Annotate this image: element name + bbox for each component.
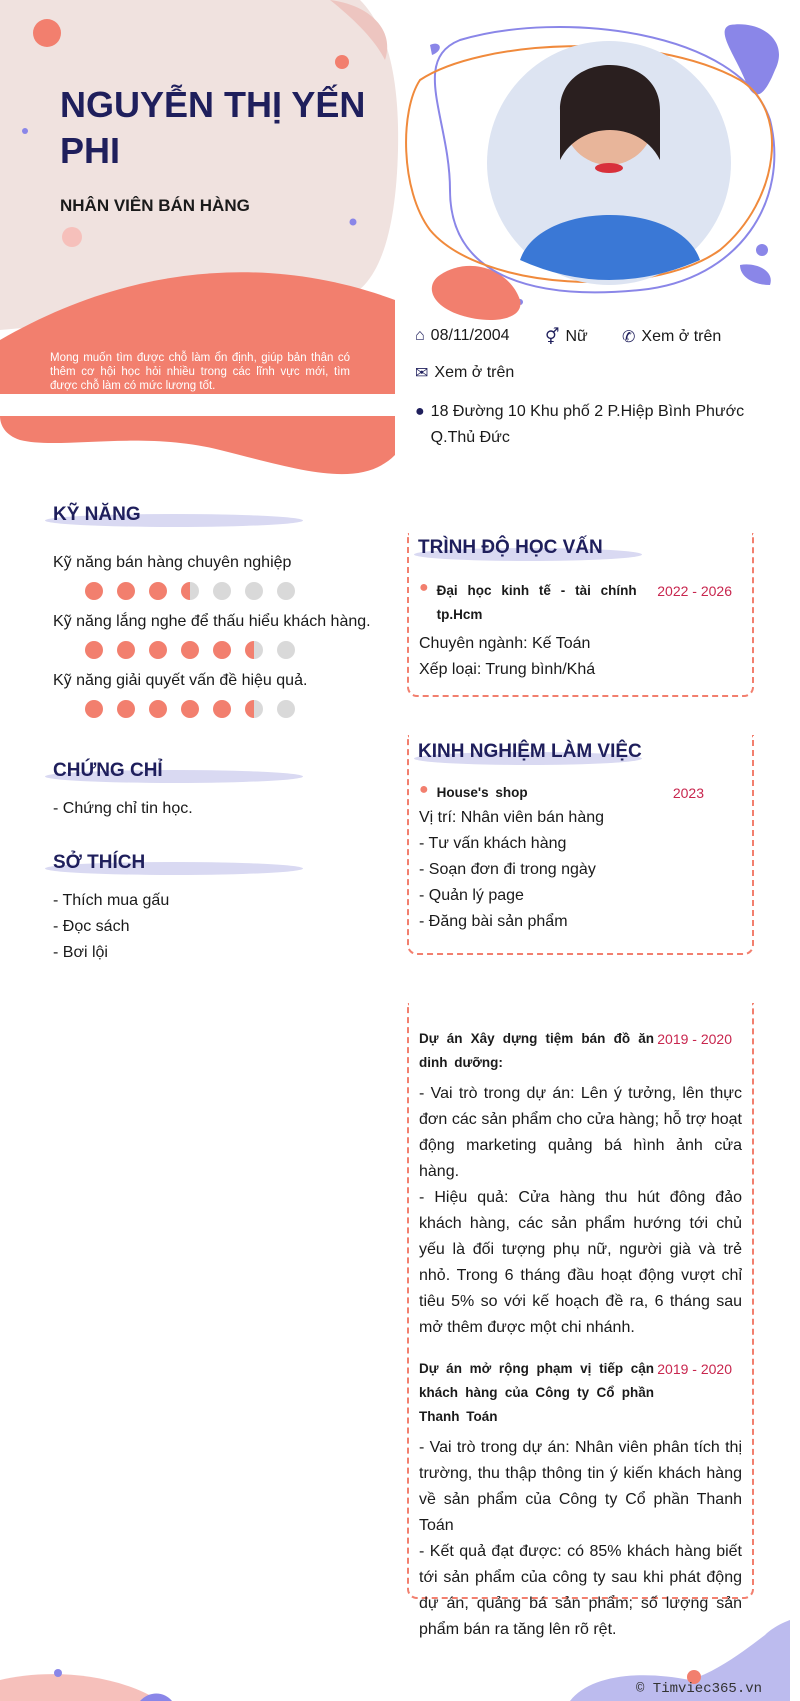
project-date: 2019 - 2020 xyxy=(657,1031,732,1047)
rating-dot xyxy=(213,582,231,600)
school-name: Đại học kinh tế - tài chính tp.Hcm xyxy=(436,583,637,622)
skill-name: Kỹ năng lắng nghe để thấu hiểu khách hàng. xyxy=(53,613,371,630)
experience-line: - Tư vấn khách hàng xyxy=(419,835,567,852)
map-pin-icon: ● xyxy=(415,403,425,420)
hobby-item: - Đọc sách xyxy=(53,918,130,935)
phone xyxy=(622,327,721,347)
major: Chuyên ngành: Kế Toán xyxy=(419,635,591,652)
gender xyxy=(545,327,588,347)
experience-heading: KINH NGHIỆM LÀM VIỆC xyxy=(418,741,642,762)
skill-rating xyxy=(85,700,393,718)
envelope-icon: ✉ xyxy=(415,365,429,382)
rating-dot xyxy=(85,582,103,600)
career-objective: Mong muốn tìm được chỗ làm ổn định, giúp bản thân có thêm cơ hội học hỏi nhiều trong các lĩnh vực mới, tìm được chỗ làm có mức lương tốt. xyxy=(50,352,350,392)
skill-rating xyxy=(85,582,393,600)
rating-dot xyxy=(181,700,199,718)
rating-dot xyxy=(245,582,263,600)
experience-details xyxy=(419,805,742,935)
rating-dot xyxy=(181,641,199,659)
cake-icon: ⌂ xyxy=(415,327,425,344)
hobby-item: - Thích mua gấu xyxy=(53,892,170,909)
candidate-name: NGUYỄN THỊ YẾN PHI xyxy=(60,84,366,171)
address xyxy=(415,399,755,451)
rating-dot xyxy=(277,582,295,600)
rating-dot xyxy=(213,700,231,718)
phone-value: Xem ở trên xyxy=(641,328,722,345)
skill-name: Kỹ năng giải quyết vấn đề hiệu quả. xyxy=(53,672,308,689)
skill-name: Kỹ năng bán hàng chuyên nghiệp xyxy=(53,554,292,571)
job-title: NHÂN VIÊN BÁN HÀNG xyxy=(60,196,250,215)
hobby-item: - Bơi lội xyxy=(53,944,108,961)
skill-item xyxy=(53,668,393,718)
certificate-item: - Chứng chỉ tin học. xyxy=(53,800,193,817)
projects-section xyxy=(407,1003,754,1638)
phone-icon: ✆ xyxy=(622,329,636,346)
education-heading: TRÌNH ĐỘ HỌC VẤN xyxy=(418,537,603,558)
hobbies-heading: SỞ THÍCH xyxy=(53,852,146,873)
skills-heading: KỸ NĂNG xyxy=(53,504,141,525)
address-value: 18 Đường 10 Khu phố 2 P.Hiệp Bình Phước Q.Thủ Đức xyxy=(430,403,745,446)
email xyxy=(415,363,514,383)
rating-dot xyxy=(117,582,135,600)
grade: Xếp loại: Trung bình/Khá xyxy=(419,661,596,678)
rating-dot xyxy=(85,700,103,718)
skill-item xyxy=(53,609,393,659)
education-section xyxy=(407,533,754,697)
project-name: Dự án mở rộng phạm vị tiếp cận khách hàng của Công ty Cổ phần Thanh Toán xyxy=(419,1361,654,1424)
rating-dot xyxy=(117,700,135,718)
rating-dot xyxy=(149,700,167,718)
experience-section xyxy=(407,735,754,955)
skill-item xyxy=(53,550,393,600)
rating-dot xyxy=(245,700,263,718)
rating-dot xyxy=(213,641,231,659)
rating-dot xyxy=(117,641,135,659)
company-name: House's shop xyxy=(436,785,528,800)
experience-line: - Soạn đơn đi trong ngày xyxy=(419,861,596,878)
email-value: Xem ở trên xyxy=(434,364,515,381)
experience-line: - Quản lý page xyxy=(419,887,524,904)
birthday-value: 08/11/2004 xyxy=(430,327,510,344)
rating-dot xyxy=(277,641,295,659)
experience-line: Vị trí: Nhân viên bán hàng xyxy=(419,809,605,826)
education-date: 2022 - 2026 xyxy=(657,583,732,599)
rating-dot xyxy=(181,582,199,600)
birthday xyxy=(415,327,510,345)
experience-line: - Đăng bài sản phẩm xyxy=(419,913,568,930)
map-pin-icon: ● xyxy=(419,781,429,798)
skill-rating xyxy=(85,641,393,659)
rating-dot xyxy=(149,641,167,659)
project-name: Dự án Xây dựng tiệm bán đồ ăn dinh dưỡng: xyxy=(419,1031,654,1070)
rating-dot xyxy=(277,700,295,718)
experience-date: 2023 xyxy=(672,785,704,801)
gender-icon: ⚥ xyxy=(545,329,560,346)
certificates-heading: CHỨNG CHỈ xyxy=(53,760,163,781)
watermark: © Timviec365.vn xyxy=(636,1681,763,1697)
rating-dot xyxy=(149,582,167,600)
hobbies-list xyxy=(53,888,169,966)
project-date: 2019 - 2020 xyxy=(657,1361,732,1377)
skills-list xyxy=(53,550,393,727)
project-description: - Vai trò trong dự án: Nhân viên phân tích thị trường, thu thập thông tin ý kiến khách hàng về sản phẩm của Công ty Cổ phần Thanh Toán - Kết quả đạt được: có 85% khách hàng biết tới sản phẩm của công ty sau khi phát động dự án, quảng bá sản phẩm; số lượng sản phẩm bán ra tăng lên rõ rệt. xyxy=(419,1439,742,1638)
project-description: - Vai trò trong dự án: Lên ý tưởng, lên thực đơn các sản phẩm cho cửa hàng; hỗ trợ hoạt động marketing quảng bá hình ảnh cửa hàng. - Hiệu quả: Cửa hàng thu hút đông đảo khách hàng, các sản phẩm hướng tới chủ yếu là đối tượng phụ nữ, người già và trẻ nhỏ. Trong 6 tháng đầu hoạt động vượt chỉ tiêu 5% so với kế hoạch đề ra, 6 tháng sau mở thêm được một chi nhánh. xyxy=(419,1085,742,1336)
gender-value: Nữ xyxy=(565,328,588,345)
rating-dot xyxy=(245,641,263,659)
rating-dot xyxy=(85,641,103,659)
map-pin-icon: ● xyxy=(419,579,429,596)
